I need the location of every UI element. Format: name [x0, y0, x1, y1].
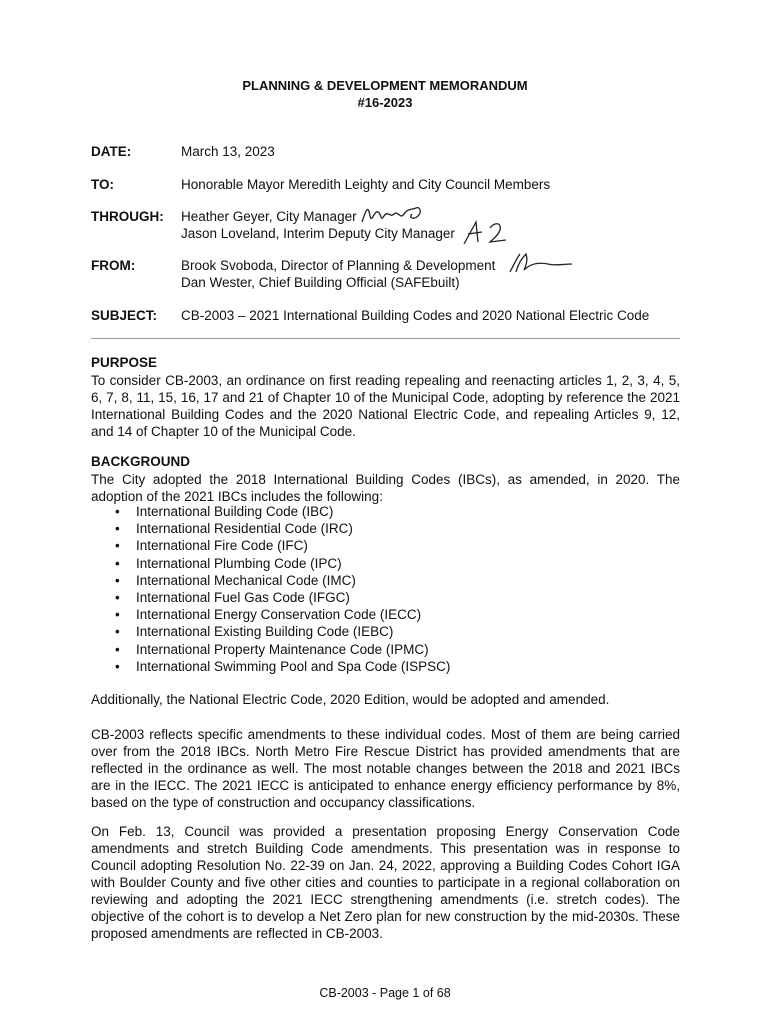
subject-label: SUBJECT: [91, 308, 158, 323]
bullet-icon: • [115, 538, 120, 554]
list-item: • International Existing Building Code (IEBC) [115, 624, 394, 640]
date-label: DATE: [91, 144, 132, 159]
list-item: • International Residential Code (IRC) [115, 521, 353, 537]
memo-title: PLANNING & DEVELOPMENT MEMORANDUM [242, 78, 528, 93]
bullet-icon: • [115, 589, 120, 605]
code-list [91, 503, 651, 675]
list-item: • International Plumbing Code (IPC) [115, 555, 342, 571]
city-manager-signature [360, 200, 430, 230]
page-footer: CB-2003 - Page 1 of 68 [319, 986, 451, 1000]
bullet-icon: • [115, 572, 120, 588]
subject-value: CB-2003 – 2021 International Building Codes and 2020 National Electric Code [181, 308, 650, 323]
bullet-icon: • [115, 521, 120, 537]
list-item: • International Fire Code (IFC) [115, 538, 308, 554]
background-heading: BACKGROUND [91, 454, 190, 469]
bullet-icon: • [115, 607, 120, 623]
memo-number: #16-2023 [357, 95, 413, 110]
list-item: • International Property Maintenance Code (IPMC) [115, 641, 429, 657]
to-value: Honorable Mayor Meredith Leighty and City Council Members [181, 177, 551, 192]
list-item: • International Energy Conservation Code (IECC) [115, 607, 422, 623]
bullet-icon: • [115, 555, 120, 571]
bullet-icon: • [115, 504, 120, 519]
bullet-icon: • [115, 658, 120, 674]
director-signature [508, 250, 578, 276]
purpose-text: To consider CB-2003, an ordinance on first reading repealing and reenacting articles 1, 2, 3, 4, 5, 6, 7, 8, 11, 15, 16, 17 and 21 of Chapter 10 of the Municipal Code, adopting by reference the 2021 International Building Codes and the 2020 National Electric Code, and repealing Articles 9, 12, and 14 of Chapter 10 of the Municipal Code. [91, 373, 680, 439]
from-label: FROM: [91, 258, 136, 273]
additionally-paragraph: Additionally, the National Electric Code, 2020 Edition, would be adopted and amended. [91, 692, 610, 707]
list-item: • International Fuel Gas Code (IFGC) [115, 589, 350, 605]
bullet-icon: • [115, 624, 120, 640]
list-item: • International Mechanical Code (IMC) [115, 572, 356, 588]
list-item: • International Building Code (IBC) [115, 504, 334, 519]
to-label: TO: [91, 177, 114, 192]
list-item: • International Swimming Pool and Spa Code (ISPSC) [115, 658, 451, 674]
through-line-1: Heather Geyer, City Manager [181, 209, 357, 224]
through-label: THROUGH: [91, 209, 164, 224]
background-intro: The City adopted the 2018 International Building Codes (IBCs), as amended, in 2020. The adoption of the 2021 IBCs includes the following: [91, 472, 680, 504]
through-line-2: Jason Loveland, Interim Deputy City Manager [181, 226, 455, 241]
header-divider [91, 338, 680, 339]
from-line-1: Brook Svoboda, Director of Planning & Development [181, 258, 496, 273]
presentation-paragraph: On Feb. 13, Council was provided a presentation proposing Energy Conservation Code amendments and stretch Building Code amendments. This presentation was in response to Council adopting Resolution No. 22-39 on Jan. 24, 2022, approving a Building Codes Cohort IGA with Boulder County and five other cities and counties to participate in a regional collaboration on reviewing and adopting the 2021 IECC strengthening amendments (i.e. stretch codes). The objective of the cohort is to develop a Net Zero plan for new construction by the mid-2030s. These proposed amendments are reflected in CB-2003. [91, 824, 680, 941]
deputy-manager-signature [462, 218, 522, 248]
amendments-paragraph: CB-2003 reflects specific amendments to these individual codes. Most of them are being carried over from the 2018 IBCs. North Metro Fire Rescue District has provided amendments that are reflected in the ordinance as well. The most notable changes between the 2018 and 2021 IBCs are in the IECC. The 2021 IECC is anticipated to enhance energy efficiency performance by 8%, based on the type of construction and occupancy classifications. [91, 727, 680, 810]
bullet-icon: • [115, 641, 120, 657]
purpose-heading: PURPOSE [91, 355, 158, 370]
from-line-2: Dan Wester, Chief Building Official (SAFEbuilt) [181, 275, 460, 290]
date-value: March 13, 2023 [181, 144, 275, 159]
